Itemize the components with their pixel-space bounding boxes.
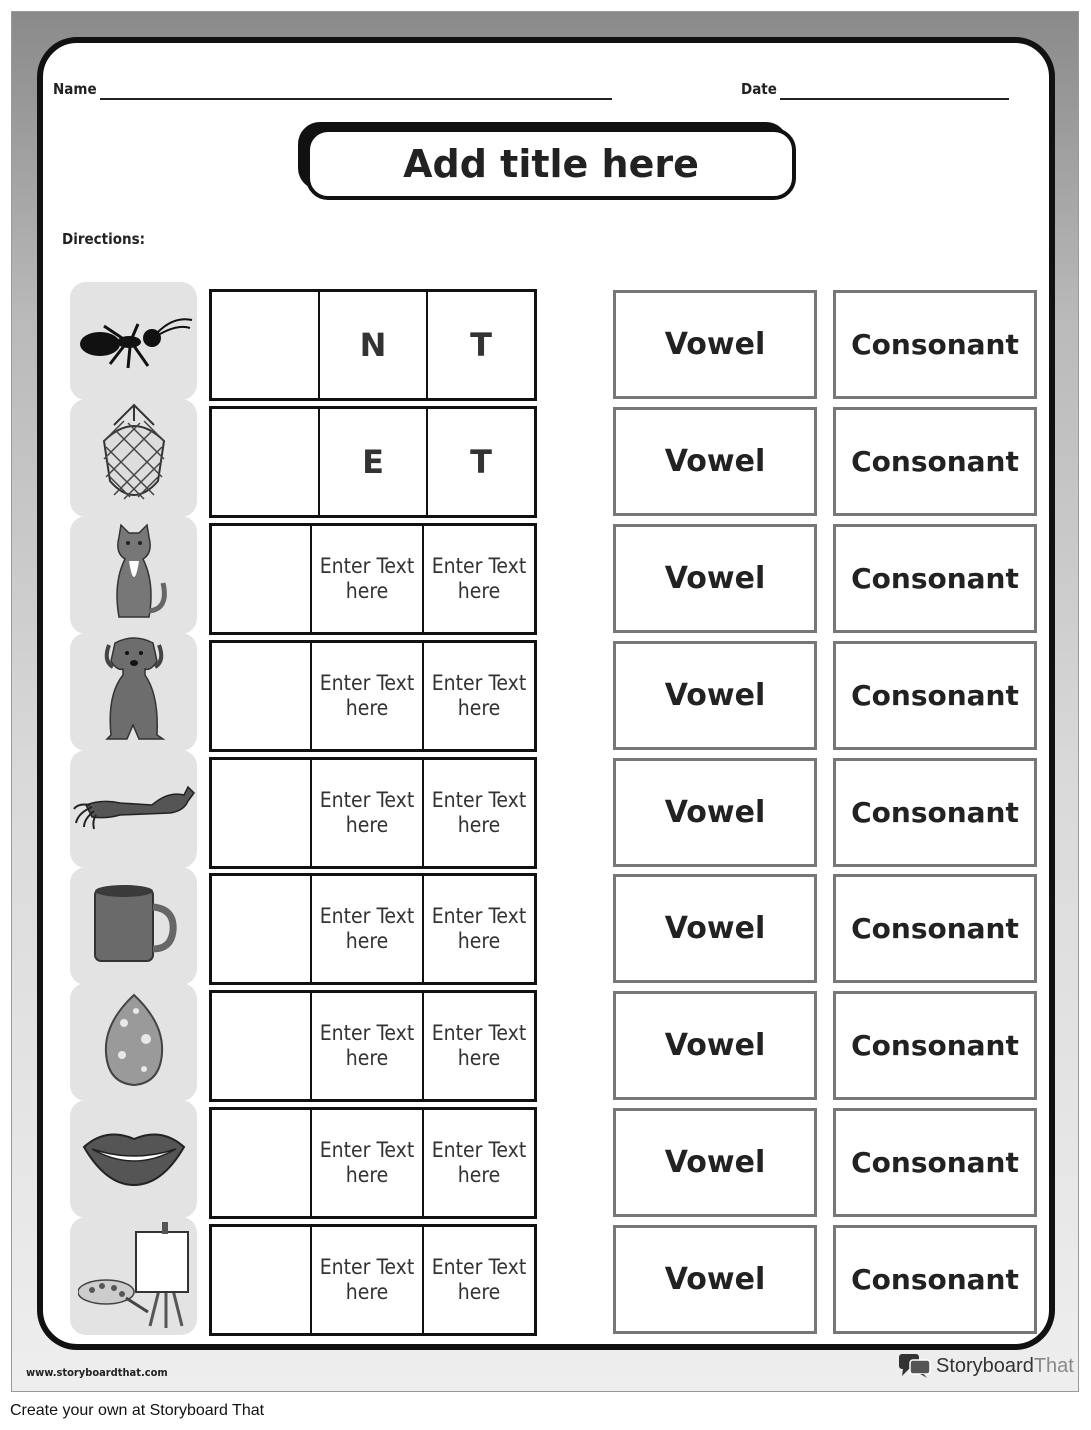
dog-icon (99, 635, 169, 749)
letter-box[interactable]: N (318, 292, 426, 398)
worksheet-card (37, 37, 1055, 1350)
egg-icon (102, 993, 166, 1091)
letter-box[interactable] (212, 876, 310, 982)
consonant-option[interactable]: Consonant (833, 991, 1037, 1100)
worksheet-title[interactable]: Add title here (306, 128, 796, 200)
row-picture (70, 867, 197, 985)
letter-box[interactable] (212, 993, 310, 1099)
letter-box[interactable] (212, 760, 310, 866)
letter-box[interactable] (212, 643, 310, 749)
letter-box[interactable]: Enter Text here (310, 993, 422, 1099)
letter-box[interactable]: Enter Text here (310, 526, 422, 632)
letter-grid (209, 406, 537, 518)
row-picture (70, 633, 197, 751)
create-own-link[interactable]: Create your own at Storyboard That (10, 1402, 265, 1419)
vowel-option[interactable]: Vowel (613, 758, 817, 867)
letter-box[interactable] (212, 1227, 310, 1333)
consonant-option[interactable]: Consonant (833, 1225, 1037, 1334)
consonant-option[interactable]: Consonant (833, 407, 1037, 516)
letter-box[interactable] (212, 526, 310, 632)
letter-box[interactable]: Enter Text here (310, 643, 422, 749)
letter-grid (209, 640, 537, 752)
row-picture (70, 1217, 197, 1335)
row-picture (70, 516, 197, 634)
consonant-option[interactable]: Consonant (833, 874, 1037, 983)
arm-icon (72, 777, 196, 841)
lips-icon (82, 1127, 186, 1191)
letter-box[interactable]: Enter Text here (422, 1110, 534, 1216)
row-picture (70, 983, 197, 1101)
speech-bubble-icon (898, 1353, 932, 1379)
worksheet-background (11, 11, 1079, 1392)
net-icon (94, 401, 174, 515)
vowel-option[interactable]: Vowel (613, 874, 817, 983)
name-label: Name (53, 80, 97, 98)
vowel-option[interactable]: Vowel (613, 290, 817, 399)
mug-icon (89, 879, 179, 973)
row-picture (70, 750, 197, 868)
letter-box[interactable]: E (318, 409, 426, 515)
letter-box[interactable]: Enter Text here (310, 1110, 422, 1216)
letter-box[interactable]: Enter Text here (422, 526, 534, 632)
letter-box[interactable]: Enter Text here (422, 876, 534, 982)
row-picture (70, 1100, 197, 1218)
vowel-option[interactable]: Vowel (613, 524, 817, 633)
row-picture (70, 399, 197, 517)
name-line[interactable] (100, 98, 612, 100)
brand-storyboard: Storyboard (936, 1354, 1034, 1377)
letter-box[interactable] (212, 1110, 310, 1216)
brand-that: That (1033, 1354, 1074, 1377)
vowel-option[interactable]: Vowel (613, 407, 817, 516)
letter-grid (209, 873, 537, 985)
letter-grid (209, 757, 537, 869)
letter-grid (209, 1107, 537, 1219)
consonant-option[interactable]: Consonant (833, 290, 1037, 399)
directions-label: Directions: (62, 230, 146, 248)
consonant-option[interactable]: Consonant (833, 641, 1037, 750)
vowel-option[interactable]: Vowel (613, 991, 817, 1100)
consonant-option[interactable]: Consonant (833, 524, 1037, 633)
letter-box[interactable]: Enter Text here (310, 1227, 422, 1333)
letter-grid (209, 1224, 537, 1336)
consonant-option[interactable]: Consonant (833, 758, 1037, 867)
letter-grid (209, 289, 537, 401)
letter-box[interactable] (212, 292, 318, 398)
letter-box[interactable]: Enter Text here (422, 1227, 534, 1333)
date-label: Date (741, 80, 777, 98)
easel-icon (78, 1218, 190, 1334)
consonant-option[interactable]: Consonant (833, 1108, 1037, 1217)
letter-box[interactable]: Enter Text here (422, 643, 534, 749)
letter-box[interactable]: Enter Text here (422, 993, 534, 1099)
vowel-option[interactable]: Vowel (613, 1225, 817, 1334)
vowel-option[interactable]: Vowel (613, 641, 817, 750)
letter-box[interactable]: Enter Text here (310, 760, 422, 866)
row-picture (70, 282, 197, 400)
cat-icon (99, 523, 169, 627)
letter-box[interactable]: T (426, 409, 534, 515)
letter-grid (209, 990, 537, 1102)
site-url: www.storyboardthat.com (26, 1366, 168, 1379)
ant-icon (74, 304, 194, 378)
letter-box[interactable] (212, 409, 318, 515)
vowel-option[interactable]: Vowel (613, 1108, 817, 1217)
date-line[interactable] (780, 98, 1009, 100)
letter-box[interactable]: Enter Text here (310, 876, 422, 982)
letter-box[interactable]: Enter Text here (422, 760, 534, 866)
letter-grid (209, 523, 537, 635)
storyboardthat-logo (898, 1353, 1074, 1379)
letter-box[interactable]: T (426, 292, 534, 398)
